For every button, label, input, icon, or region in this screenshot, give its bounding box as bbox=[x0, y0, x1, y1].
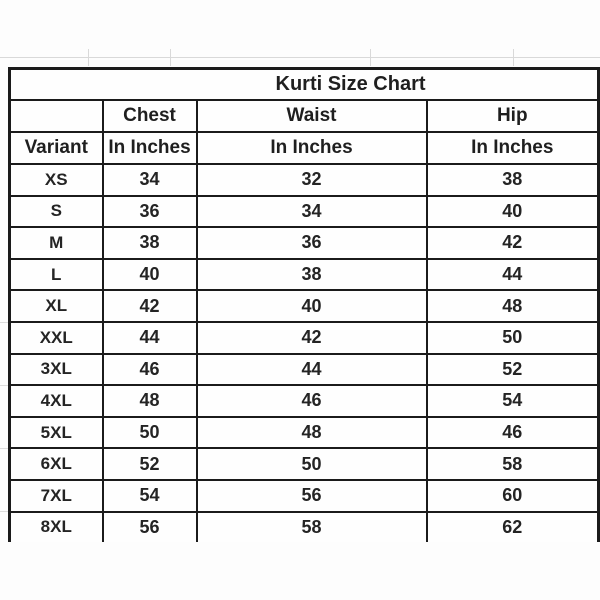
variant-cell: 3XL bbox=[10, 354, 103, 386]
waist-cell: 48 bbox=[197, 417, 427, 449]
group-header-row bbox=[10, 100, 599, 132]
chest-cell: 38 bbox=[103, 227, 197, 259]
hip-group-header: Hip bbox=[427, 100, 599, 132]
waist-cell: 50 bbox=[197, 448, 427, 480]
table-row bbox=[10, 164, 599, 196]
waist-unit-header: In Inches bbox=[197, 132, 427, 164]
waist-cell: 44 bbox=[197, 354, 427, 386]
variant-cell: 7XL bbox=[10, 480, 103, 512]
variant-cell: XS bbox=[10, 164, 103, 196]
faint-gridline-horizontal bbox=[0, 57, 600, 58]
chest-cell: 48 bbox=[103, 385, 197, 417]
faint-gridline-vertical bbox=[88, 49, 89, 66]
chest-cell: 50 bbox=[103, 417, 197, 449]
hip-unit-header: In Inches bbox=[427, 132, 599, 164]
hip-cell: 38 bbox=[427, 164, 599, 196]
hip-cell: 40 bbox=[427, 196, 599, 228]
table-row bbox=[10, 354, 599, 386]
table-row bbox=[10, 290, 599, 322]
sub-header-row bbox=[10, 132, 599, 164]
table-row bbox=[10, 385, 599, 417]
variant-cell: 4XL bbox=[10, 385, 103, 417]
waist-cell: 40 bbox=[197, 290, 427, 322]
hip-cell: 44 bbox=[427, 259, 599, 291]
waist-cell: 56 bbox=[197, 480, 427, 512]
waist-cell: 34 bbox=[197, 196, 427, 228]
faint-gridline-vertical bbox=[170, 49, 171, 66]
title-row bbox=[10, 69, 599, 101]
variant-cell: M bbox=[10, 227, 103, 259]
hip-cell: 62 bbox=[427, 512, 599, 543]
chest-cell: 56 bbox=[103, 512, 197, 543]
hip-cell: 50 bbox=[427, 322, 599, 354]
waist-cell: 42 bbox=[197, 322, 427, 354]
faint-gridline-stub bbox=[0, 448, 8, 449]
chest-cell: 46 bbox=[103, 354, 197, 386]
waist-cell: 32 bbox=[197, 164, 427, 196]
variant-cell: XL bbox=[10, 290, 103, 322]
table-row bbox=[10, 417, 599, 449]
hip-cell: 52 bbox=[427, 354, 599, 386]
faint-gridline-vertical bbox=[370, 49, 371, 66]
waist-cell: 46 bbox=[197, 385, 427, 417]
waist-group-header: Waist bbox=[197, 100, 427, 132]
chest-cell: 52 bbox=[103, 448, 197, 480]
variant-cell: XXL bbox=[10, 322, 103, 354]
variant-cell: 5XL bbox=[10, 417, 103, 449]
variant-cell: 8XL bbox=[10, 512, 103, 543]
table-row bbox=[10, 259, 599, 291]
faint-gridline-stub bbox=[0, 322, 8, 323]
table-row bbox=[10, 448, 599, 480]
variant-cell: 6XL bbox=[10, 448, 103, 480]
waist-cell: 36 bbox=[197, 227, 427, 259]
hip-cell: 42 bbox=[427, 227, 599, 259]
chest-cell: 44 bbox=[103, 322, 197, 354]
hip-cell: 48 bbox=[427, 290, 599, 322]
waist-cell: 58 bbox=[197, 512, 427, 543]
hip-cell: 46 bbox=[427, 417, 599, 449]
waist-cell: 38 bbox=[197, 259, 427, 291]
chest-group-header: Chest bbox=[103, 100, 197, 132]
chest-unit-header: In Inches bbox=[103, 132, 197, 164]
hip-cell: 60 bbox=[427, 480, 599, 512]
table-row bbox=[10, 480, 599, 512]
variant-header: Variant bbox=[10, 132, 103, 164]
chest-cell: 54 bbox=[103, 480, 197, 512]
chest-cell: 42 bbox=[103, 290, 197, 322]
table-row bbox=[10, 512, 599, 543]
chart-title: Kurti Size Chart bbox=[10, 69, 599, 101]
table-row bbox=[10, 322, 599, 354]
size-chart-table bbox=[8, 67, 600, 542]
variant-cell: L bbox=[10, 259, 103, 291]
faint-gridline-vertical bbox=[513, 49, 514, 66]
chest-cell: 34 bbox=[103, 164, 197, 196]
table-row bbox=[10, 196, 599, 228]
table-row bbox=[10, 227, 599, 259]
faint-gridline-stub bbox=[0, 385, 8, 386]
variant-cell: S bbox=[10, 196, 103, 228]
chest-cell: 36 bbox=[103, 196, 197, 228]
hip-cell: 54 bbox=[427, 385, 599, 417]
chest-cell: 40 bbox=[103, 259, 197, 291]
faint-gridline-stub bbox=[0, 511, 8, 512]
blank-header-cell bbox=[10, 100, 103, 132]
hip-cell: 58 bbox=[427, 448, 599, 480]
